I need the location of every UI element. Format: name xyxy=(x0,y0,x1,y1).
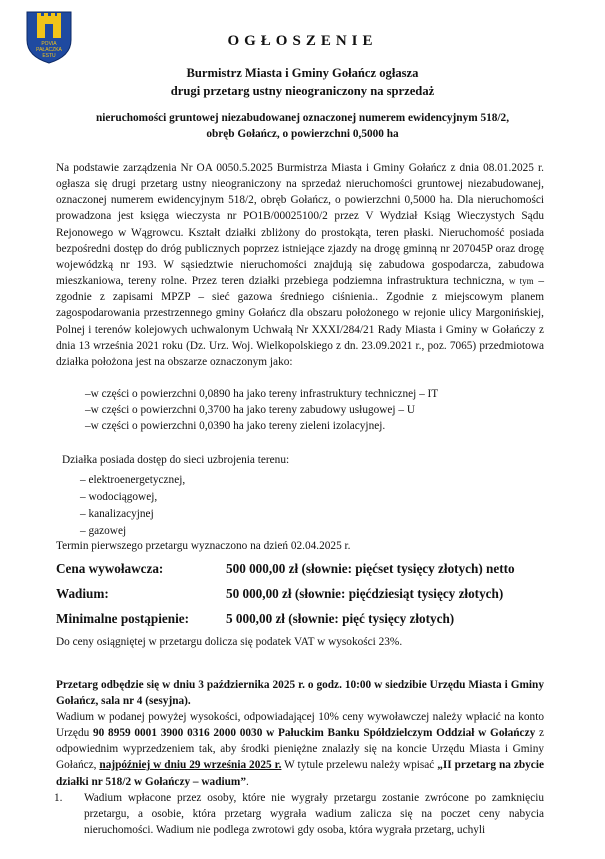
starting-price-label: Cena wywoławcza: xyxy=(56,561,164,576)
main-paragraph xyxy=(56,160,544,370)
object-line-1: nieruchomości gruntowej niezabudowanej oznaczonej numerem ewidencyjnym 518/2, xyxy=(95,112,510,124)
deposit-value: 50 000,00 zł (słownie: pięćdziesiąt tysięcy złotych) xyxy=(226,586,504,601)
deposit-label: Wadium: xyxy=(56,586,109,601)
vat-note: Do ceny osiągniętej w przetargu dolicza się podatek VAT w wysokości 23%. xyxy=(56,636,403,648)
min-increment-label: Minimalne postąpienie: xyxy=(56,611,189,626)
deposit-instructions: Wadium w podanej powyżej wysokości, odpowiadającej 10% ceny wywoławczej należy wpłacić na konto Urzędu 90 8959 0001 3900 0316 2000 0030 w Pałuckim Banku Spółdzielczym Oddział w Gołańczy z odpowiednim wyprzedzeniem tak, aby środki pieniężne znalazły się na koncie Urzędu Miasta i Gminy Gołańcz, najpóźniej w dniu 29 września 2025 r. W tytule przelewu należy wpisać „II przetarg na zbycie działki nr 518/2 w Gołańczy – wadium”. xyxy=(56,711,544,788)
deposit-deadline: najpóźniej w dniu 29 września 2025 r. xyxy=(99,759,282,772)
utility-item: – kanalizacyjnej xyxy=(80,508,154,520)
paragraph-text-cont: – zgodnie z zapisami MPZP – sieć gazowa średniego ciśnienia.. Zgodnie z miejscowym planem zagospodarowania przestrzennego gminy Gołańcz dla obszaru położonego w rejonie ulicy Margonińskiej, Polnej i terenów kolejowych uchwalonym Uchwałą Nr XXXI/284/21 Rady Miasta i Gminy w Gołańczy z dnia 13 września 2021 roku (Dz. Urz. Woj. Wielkopolskiego z dn. 23.09.2021 r., poz. 7065) przedmiotowa działka położona jest na obszarze oznaczonym jako: xyxy=(56,275,544,368)
transfer-title: „II przetarg na zbycie działki nr 518/2 w Gołańczy – wadium” xyxy=(56,759,544,788)
utilities-list xyxy=(80,472,185,540)
utility-item: – wodociągowej, xyxy=(80,491,158,503)
bank-account: 90 8959 0001 3900 0316 2000 0030 w Pałuckim Banku Spółdzielczym Oddział w Gołańczy xyxy=(93,727,536,740)
announcement-title: OGŁOSZENIE xyxy=(227,33,378,49)
utility-item: – gazowej xyxy=(80,525,127,537)
land-use-item: –w części o powierzchni 0,0890 ha jako tereny infrastruktury technicznej – IT xyxy=(85,388,439,400)
land-use-item: –w części o powierzchni 0,0390 ha jako tereny zieleni izolacyjnej. xyxy=(85,420,386,433)
rule-number: 1. xyxy=(54,792,63,804)
land-use-list xyxy=(85,386,438,435)
rule-text: Wadium wpłacone przez osoby, które nie wygrały przetargu zostanie zwrócone po zamknięciu przetargu, a osobie, która przetarg wygrała wadium zalicza się na poczet ceny nabycia nieruchomości. Wadium nie podlega zwrotowi gdy osoba, która wygrała przetarg, uchyli xyxy=(84,792,544,837)
paragraph-small-text: w tym xyxy=(509,276,534,287)
min-increment-value: 5 000,00 zł (słownie: pięć tysięcy złotych) xyxy=(226,611,455,626)
subtitle-line-1: Burmistrz Miasta i Gminy Gołańcz ogłasza xyxy=(186,66,419,80)
first-auction-date: Termin pierwszego przetargu wyznaczono na dzień 02.04.2025 r. xyxy=(56,540,351,552)
paragraph-text: Na podstawie zarządzenia Nr OA 0050.5.2025 Burmistrza Miasta i Gminy Gołańcz z dnia 08.01.2025 r. ogłasza się drugi przetarg ustny nieograniczony na sprzedaż nieruchomości gruntowej niezabudowanej, oznaczonej numerem ewidencyjnym 518/2, obręb Gołańcz, o powierzchni 0,5000 ha. Dla nieruchomości prowadzona jest księga wieczysta nr PO1B/00025100/2 przez V Wydział Ksiąg Wieczystych Sądu Rejonowego w Wągrowcu. Kształt działki zbliżony do prostokąta, teren płaski. Nieruchomość posiada bezpośredni dostęp do dróg publicznych poprzez istniejące zjazdy na drogę gminną nr 207045P oraz drogę wojewódzką nr 193. W sąsiedztwie nieruchomości znajdują się zabudowa gospodarcza, zabudowa mieszkaniowa, tereny rolne. Przez teren działki przebiega podziemna infrastruktura techniczna, xyxy=(56,162,544,288)
rule-item xyxy=(56,790,544,838)
svg-text:PAŁACZKA: PAŁACZKA xyxy=(36,47,62,53)
subtitle-line-2: drugi przetarg ustny nieograniczony na sprzedaż xyxy=(170,84,435,98)
svg-text:ESTU: ESTU xyxy=(42,53,56,59)
land-use-item: –w części o powierzchni 0,3700 ha jako tereny zabudowy usługowej – U xyxy=(85,404,416,417)
utilities-heading: Działka posiada dostęp do sieci uzbrojenia terenu: xyxy=(62,454,290,466)
object-line-2: obręb Gołańcz, o powierzchni 0,5000 ha xyxy=(206,128,399,140)
utility-item: – elektroenergetycznej, xyxy=(80,474,186,486)
auction-info xyxy=(56,677,544,790)
auction-date-place: Przetarg odbędzie się w dniu 3 października 2025 r. o godz. 10:00 w siedzibie Urzędu Miasta i Gminy Gołańcz, sala nr 4 (sesyjna). xyxy=(56,679,544,708)
starting-price-value: 500 000,00 zł (słownie: pięćset tysięcy złotych) netto xyxy=(226,561,515,576)
svg-text:POVIA: POVIA xyxy=(41,41,57,47)
